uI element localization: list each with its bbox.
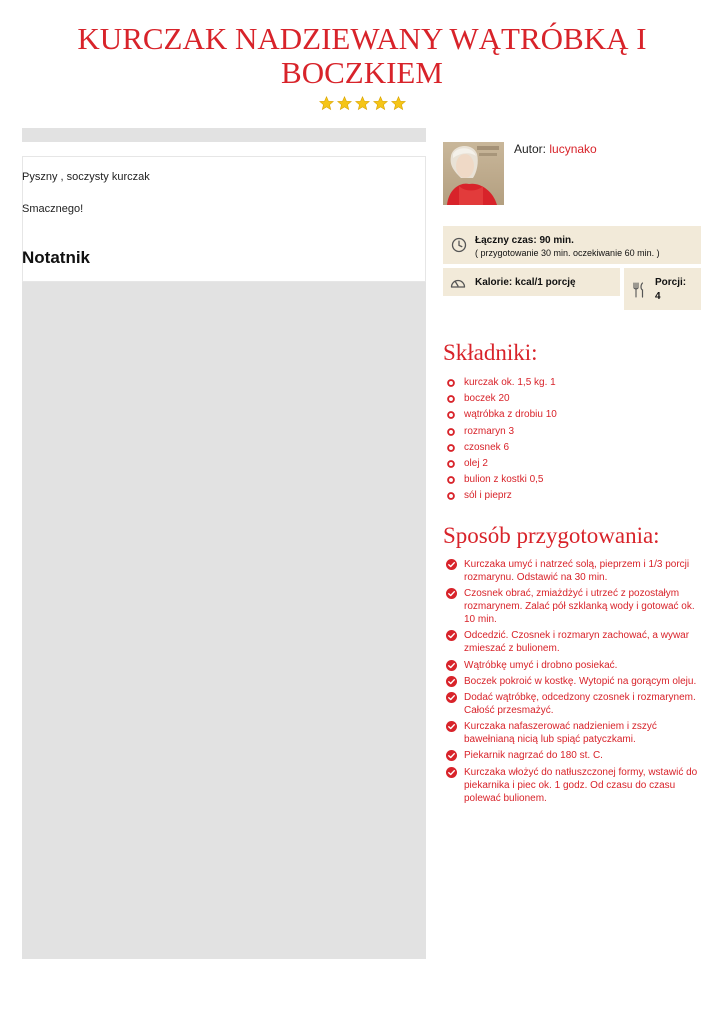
step-text: Wątróbkę umyć i drobno posiekać. (464, 659, 618, 671)
step-item (443, 629, 700, 655)
ingredient-item (443, 409, 703, 425)
gauge-icon (450, 275, 466, 289)
total-time-box (443, 226, 701, 264)
check-circle-icon (446, 767, 457, 778)
step-item (443, 558, 700, 584)
check-circle-icon (446, 588, 457, 599)
check-circle-icon (446, 750, 457, 761)
ingredient-item (443, 442, 703, 458)
steps-list (443, 558, 700, 808)
step-text: Dodać wątróbkę, odcedzony czosnek i rozmarynem. Całość przesmażyć. (464, 691, 696, 716)
ring-bullet-icon (447, 444, 455, 452)
ingredient-item (443, 458, 703, 474)
ring-bullet-icon (447, 460, 455, 468)
ingredient-item (443, 393, 703, 409)
servings-box (624, 268, 701, 310)
time-breakdown: ( przygotowanie 30 min. oczekiwanie 60 min. ) (475, 248, 660, 258)
ingredients-heading: Składniki: (443, 340, 538, 365)
star-icon (337, 96, 352, 111)
step-text: Czosnek obrać, zmiażdżyć i utrzeć z pozostałym rozmarynem. Zalać pół szklanką wody i gotować ok. 10 min. (464, 588, 695, 626)
calories-box (443, 268, 620, 296)
check-circle-icon (446, 660, 457, 671)
step-item (443, 766, 700, 805)
step-text: Kurczaka nafaszerować nadzieniem i zszyć bawełnianą nicią lub spiąć patyczkami. (464, 721, 657, 746)
step-item (443, 749, 700, 762)
step-item (443, 587, 700, 626)
author-line (514, 142, 597, 156)
ring-bullet-icon (447, 379, 455, 387)
step-item (443, 720, 700, 746)
ring-bullet-icon (447, 395, 455, 403)
step-text: Boczek pokroić w kostkę. Wytopić na gorącym oleju. (464, 675, 697, 687)
step-item (443, 659, 700, 672)
step-text: Piekarnik nagrzać do 180 st. C. (464, 750, 603, 762)
author-label: Autor: (514, 142, 547, 156)
image-placeholder-top (22, 128, 426, 142)
star-icon (319, 96, 334, 111)
ingredients-list (443, 377, 703, 507)
notes-area (22, 282, 426, 959)
step-item (443, 691, 700, 717)
star-icon (355, 96, 370, 111)
ingredient-text: olej 2 (464, 457, 488, 469)
calories-label: Kalorie: kcal/1 porcję (475, 277, 576, 288)
ingredient-text: bulion z kostki 0,5 (464, 474, 544, 486)
recipe-title: KURCZAK NADZIEWANY WĄTRÓBKĄ I BOCZKIEM (77, 21, 647, 90)
cutlery-icon (632, 282, 646, 298)
ingredient-text: rozmaryn 3 (464, 425, 515, 437)
check-circle-icon (446, 630, 457, 641)
check-circle-icon (446, 559, 457, 570)
ring-bullet-icon (447, 492, 455, 500)
recipe-intro: Pyszny , soczysty kurczak (22, 171, 150, 183)
steps-heading: Sposób przygotowania: (443, 523, 660, 548)
step-text: Odcedzić. Czosnek i rozmaryn zachować, a wywar zmieszać z bulionem. (464, 630, 690, 655)
ingredient-item (443, 426, 703, 442)
author-name-link[interactable]: lucynako (549, 142, 597, 156)
ring-bullet-icon (447, 411, 455, 419)
ingredient-item (443, 377, 703, 393)
ingredient-text: czosnek 6 (464, 441, 510, 453)
rating-stars (0, 96, 724, 111)
ingredient-text: sól i pieprz (464, 490, 512, 502)
check-circle-icon (446, 721, 457, 732)
check-circle-icon (446, 676, 457, 687)
ring-bullet-icon (447, 476, 455, 484)
step-text: Kurczaka umyć i natrzeć solą, pieprzem i 1/3 porcji rozmarynu. Odstawić na 30 min. (464, 559, 690, 583)
ingredient-text: kurczak ok. 1,5 kg. 1 (464, 377, 556, 388)
star-icon (391, 96, 406, 111)
notes-heading: Notatnik (22, 248, 90, 267)
ring-bullet-icon (447, 428, 455, 436)
step-item (443, 675, 700, 688)
ingredient-text: boczek 20 (464, 393, 510, 405)
ingredient-item (443, 474, 703, 490)
star-icon (373, 96, 388, 111)
author-avatar (443, 142, 504, 205)
servings-value: 4 (655, 291, 661, 302)
ingredient-item (443, 490, 703, 506)
total-time-label: Łączny czas: 90 min. (475, 235, 574, 246)
step-text: Kurczaka włożyć do natłuszczonej formy, wstawić do piekarnika i piec ok. 1 godz. Od czasu do czasu polewać bulionem. (464, 766, 698, 804)
check-circle-icon (446, 692, 457, 703)
main-column (22, 128, 426, 959)
servings-label: Porcji: (655, 277, 687, 288)
clock-icon (451, 237, 467, 253)
ingredient-text: wątróbka z drobiu 10 (464, 409, 557, 421)
recipe-closing: Smacznego! (22, 203, 84, 215)
